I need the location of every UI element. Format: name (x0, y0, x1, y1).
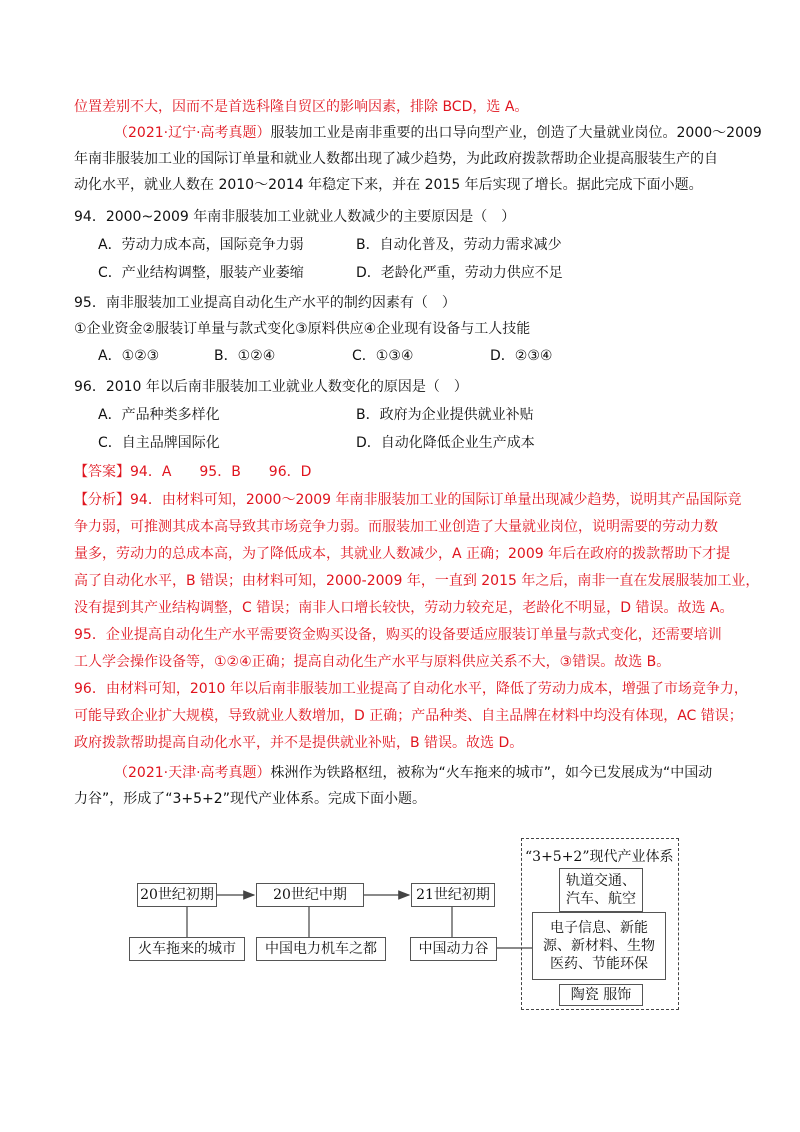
industry-group-5: 电子信息、新能源、新材料、生物医药、节能环保 (532, 912, 666, 980)
option-d[interactable]: D．②③④ (490, 348, 553, 364)
text-line: 位置差别不大，因而不是首选科隆自贸区的影响因素，排除 BCD，选 A。 (74, 99, 529, 115)
analysis-line: 量多，劳动力的总成本高，为了降低成本，其就业人数减少，A 正确；2009 年后在政府的拨款帮助下才提 (74, 546, 731, 562)
era-box-2: 20世纪中期 (256, 883, 364, 907)
option-b[interactable]: B．①②④ (214, 348, 276, 364)
option-b[interactable]: B．自动化普及，劳动力需求减少 (356, 237, 562, 253)
option-a[interactable]: A．产品种类多样化 (98, 407, 220, 423)
source-tag: （2021·辽宁·高考真题） (114, 125, 271, 141)
analysis-line: 争力弱，可推测其成本高导致其市场竞争力弱。而服装加工业创造了大量就业岗位，说明需要的劳动力数 (74, 519, 718, 535)
option-a[interactable]: A．劳动力成本高，国际竞争力弱 (98, 237, 304, 253)
analysis-line: 可能导致企业扩大规模，导致就业人数增加，D 正确；产品种类、自主品牌在材料中均没有体现，AC 错误； (74, 708, 743, 724)
option-c[interactable]: C．自主品牌国际化 (98, 435, 220, 451)
analysis-line: 【分析】94．由材料可知，2000～2009 年南非服装加工业的国际订单量出现减少趋势，说明其产品国际竞 (74, 492, 742, 508)
answer-line: 【答案】94．A 95．B 96．D (74, 464, 312, 480)
era-box-1: 20世纪初期 (137, 883, 217, 907)
text-line: 动化水平，就业人数在 2010～2014 年稳定下来，并在 2015 年后实现了增长。据此完成下面小题。 (74, 177, 703, 193)
option-a[interactable]: A．①②③ (98, 348, 160, 364)
option-d[interactable]: D．自动化降低企业生产成本 (356, 435, 535, 451)
question-94: 94．2000~2009 年南非服装加工业就业人数减少的主要原因是（ ） (74, 209, 516, 225)
option-c[interactable]: C．产业结构调整，服装产业萎缩 (98, 265, 304, 281)
analysis-line: 工人学会操作设备等，①②④正确；提高自动化生产水平与原料供应关系不大，③错误。故选 B。 (74, 654, 671, 670)
industry-system-title: “3+5+2”现代产业体系 (525, 849, 674, 865)
intro-text: 服装加工业是南非重要的出口导向型产业，创造了大量就业岗位。2000～2009 (270, 125, 762, 141)
industry-group-2: 陶瓷 服饰 (559, 984, 643, 1006)
era-box-3: 21世纪初期 (411, 883, 495, 907)
option-c[interactable]: C．①③④ (352, 348, 414, 364)
industry-group-3: 轨道交通、汽车、航空 (559, 868, 643, 912)
question-95: 95．南非服装加工业提高自动化生产水平的制约因素有（ ） (74, 295, 456, 311)
option-d[interactable]: D．老龄化严重，劳动力供应不足 (356, 265, 563, 281)
city-name-box-3: 中国动力谷 (410, 937, 497, 961)
city-name-box-1: 火车拖来的城市 (129, 937, 245, 961)
text-line: 力谷”，形成了“3+5+2”现代产业体系。完成下面小题。 (74, 791, 426, 807)
question-96: 96．2010 年以后南非服装加工业就业人数变化的原因是（ ） (74, 379, 468, 395)
analysis-line: 95．企业提高自动化生产水平需要资金购买设备，购买的设备要适应服装订单量与款式变化，还需要培训 (74, 627, 722, 643)
question-95-items: ①企业资金②服装订单量与款式变化③原料供应④企业现有设备与工人技能 (74, 321, 531, 337)
text-line: 年南非服装加工业的国际订单量和就业人数都出现了减少趋势，为此政府拨款帮助企业提高服装生产的自 (74, 151, 718, 167)
source-tag: （2021·天津·高考真题） (114, 765, 271, 781)
analysis-line: 高了自动化水平，B 错误；由材料可知，2000-2009 年，一直到 2015 年之后，南非一直在发展服装加工业， (74, 573, 760, 589)
city-name-box-2: 中国电力机车之都 (256, 937, 386, 961)
analysis-line: 没有提到其产业结构调整，C 错误；南非人口增长较快，劳动力较充足，老龄化不明显，D 错误。故选 A。 (74, 600, 734, 616)
analysis-line: 96．由材料可知，2010 年以后南非服装加工业提高了自动化水平，降低了劳动力成本，增强了市场竞争力， (74, 681, 748, 697)
option-b[interactable]: B．政府为企业提供就业补贴 (356, 407, 534, 423)
intro-text: 株洲作为铁路枢纽，被称为“火车拖来的城市”，如今已发展成为“中国动 (270, 765, 713, 781)
analysis-line: 政府拨款帮助提高自动化水平，并不是提供就业补贴，B 错误。故选 D。 (74, 735, 524, 751)
